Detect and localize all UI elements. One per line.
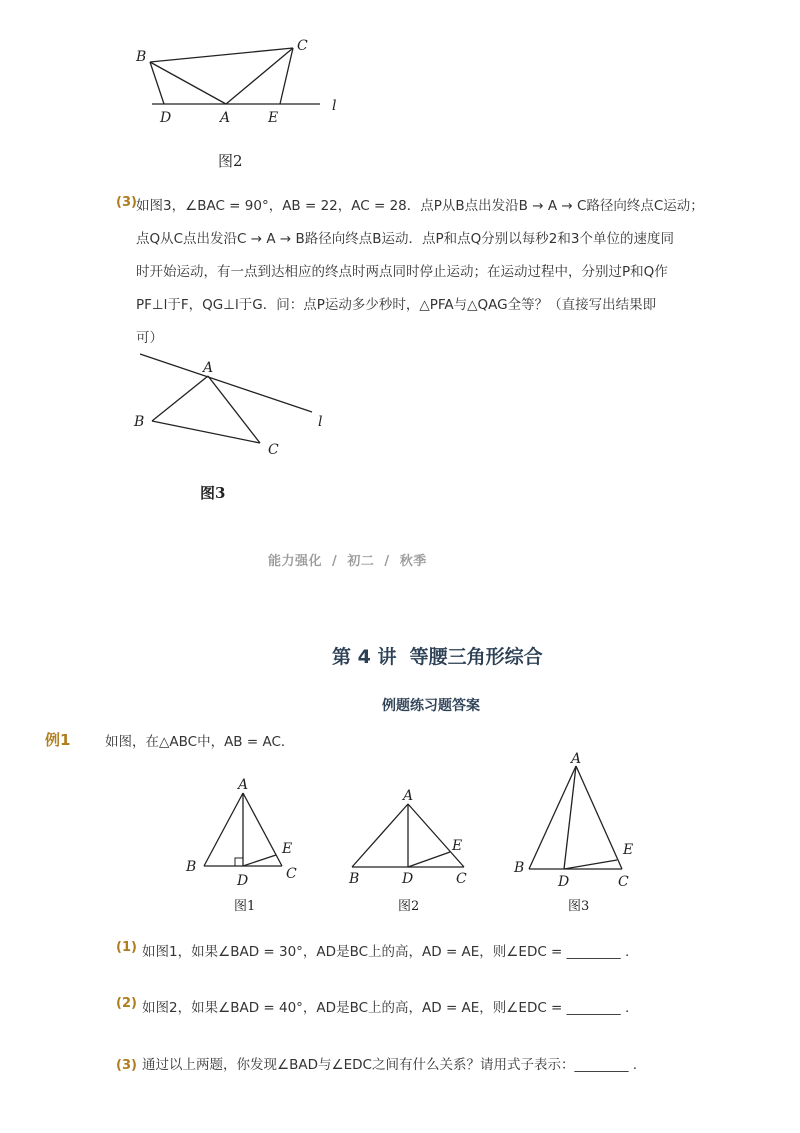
label-A: A xyxy=(403,788,414,804)
label-C: C xyxy=(456,871,467,887)
text-line: 时开始运动，有一点到达相应的终点时两点同时停止运动；在运动过程中，分别过P和Q作 xyxy=(136,264,668,280)
example-figure-1 xyxy=(180,775,310,895)
segment-AB xyxy=(352,804,408,867)
right-angle-mark xyxy=(235,858,243,866)
segment-DE xyxy=(243,855,276,866)
label-E: E xyxy=(268,110,279,126)
example-question-1 xyxy=(116,940,629,960)
text-line: 可） xyxy=(136,330,163,346)
segment-AB xyxy=(204,793,243,866)
label-A: A xyxy=(571,751,582,767)
label-C: C xyxy=(286,866,297,882)
segment-AD xyxy=(564,766,576,869)
segment-BC xyxy=(150,48,293,62)
label-E: E xyxy=(452,838,463,854)
figure-caption-3: 图3 xyxy=(200,484,226,502)
example-intro: 如图，在△ABC中，AB = AC． xyxy=(105,734,295,750)
example-question-2 xyxy=(116,996,629,1016)
label-B: B xyxy=(514,860,525,876)
page-footer: 能力强化 / 初二 / 秋季 xyxy=(268,554,427,569)
question-text: 通过以上两题，你发现∠BAD与∠EDC之间有什么关系？请用式子表示：________ . xyxy=(142,1057,638,1073)
label-C: C xyxy=(268,442,279,458)
example-caption-2: 图2 xyxy=(398,899,420,914)
text-line: 点Q从C点出发沿C → A → B路径向终点B运动．点P和点Q分别以每秒2和3个单位的速度同 xyxy=(136,231,674,247)
figure-2-top xyxy=(130,30,350,140)
line-l xyxy=(140,354,312,412)
segment-DE xyxy=(564,860,617,869)
example-caption-3: 图3 xyxy=(568,899,590,914)
text-line: PF⊥l于F，QG⊥l于G．问：点P运动多少秒时，△PFA与△QAG全等？（直接写出结果即 xyxy=(136,297,657,313)
question-number: (3) xyxy=(116,195,137,210)
example-label: 例1 xyxy=(45,731,71,749)
label-B: B xyxy=(134,414,145,430)
figure-caption-2: 图2 xyxy=(218,152,243,170)
label-B: B xyxy=(136,49,147,65)
text-line: 如图3，∠BAC = 90°，AB = 22，AC = 28．点P从B点出发沿B → A → C路径向终点C运动； xyxy=(136,198,704,214)
question-text: 如图2，如果∠BAD = 40°，AD是BC上的高，AD = AE，则∠EDC = ________ . xyxy=(142,1000,630,1016)
label-A: A xyxy=(203,360,214,376)
question-3-text xyxy=(136,190,736,223)
question-number: (2) xyxy=(116,996,137,1011)
segment-DE xyxy=(408,852,450,867)
label-l: l xyxy=(332,98,337,114)
label-A: A xyxy=(220,110,231,126)
label-l: l xyxy=(318,414,323,430)
example-caption-1: 图1 xyxy=(234,899,256,914)
example-figure-3 xyxy=(510,750,640,895)
label-D: D xyxy=(558,874,570,890)
figure-3 xyxy=(128,348,348,468)
question-number: (1) xyxy=(116,940,137,955)
label-D: D xyxy=(237,873,249,889)
label-E: E xyxy=(282,841,293,857)
question-text: 如图1，如果∠BAD = 30°，AD是BC上的高，AD = AE，则∠EDC = ________ . xyxy=(142,944,630,960)
label-C: C xyxy=(297,38,308,54)
label-A: A xyxy=(238,777,249,793)
segment-BC xyxy=(152,421,260,443)
label-E: E xyxy=(623,842,634,858)
example-question-3 xyxy=(116,1053,637,1073)
example-figure-2 xyxy=(340,780,480,895)
lecture-subtitle: 例题练习题答案 xyxy=(382,698,480,714)
label-B: B xyxy=(186,859,197,875)
label-C: C xyxy=(618,874,629,890)
lecture-title: 第 4 讲 等腰三角形综合 xyxy=(332,646,543,668)
segment-AB xyxy=(529,766,576,869)
segment-AC xyxy=(576,766,622,869)
segment-AB xyxy=(152,376,208,421)
label-D: D xyxy=(160,110,172,126)
segment-AC xyxy=(243,793,282,866)
label-B: B xyxy=(349,871,360,887)
label-D: D xyxy=(402,871,414,887)
question-number: (3) xyxy=(116,1058,137,1073)
segment-AC xyxy=(226,48,293,104)
